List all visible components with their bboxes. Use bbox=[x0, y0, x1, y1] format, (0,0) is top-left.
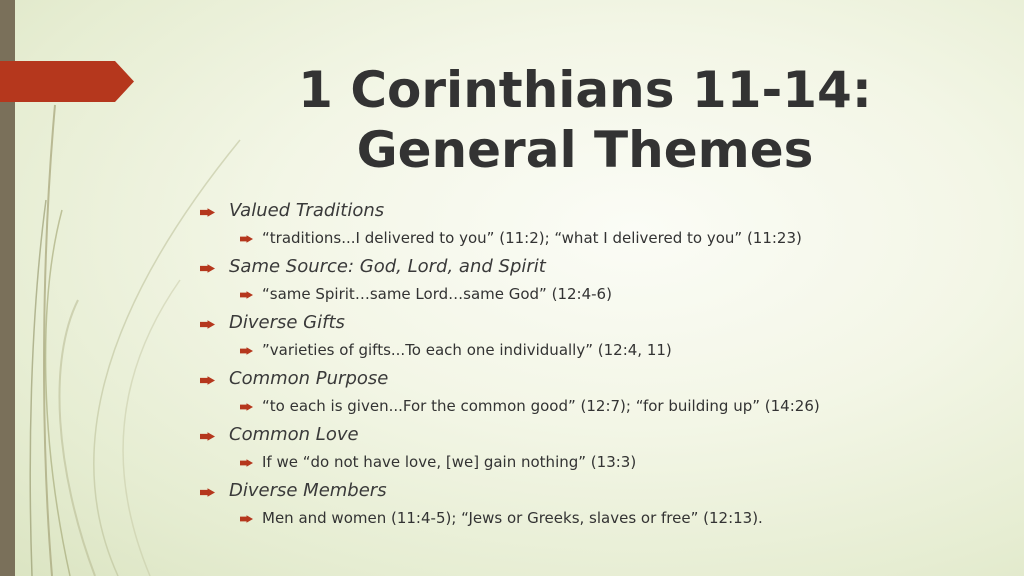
sub-list-item bbox=[200, 392, 1000, 420]
red-arrow-accent bbox=[0, 61, 134, 102]
bullet-list bbox=[200, 196, 1000, 532]
arrow-bullet-icon bbox=[240, 347, 253, 355]
list-item-text: Valued Traditions bbox=[229, 200, 385, 221]
list-item-text: Common Purpose bbox=[229, 368, 389, 389]
sub-list-item-text: If we “do not have love, [we] gain nothing” (13:3) bbox=[262, 453, 637, 471]
arrow-bullet-icon bbox=[200, 488, 215, 497]
list-item-text: Same Source: God, Lord, and Spirit bbox=[229, 256, 546, 277]
arrow-bullet-icon bbox=[200, 376, 215, 385]
list-item-text: Diverse Gifts bbox=[229, 312, 345, 333]
list-item bbox=[200, 308, 1000, 336]
arrow-bullet-icon bbox=[200, 320, 215, 329]
title-line-2: General Themes bbox=[356, 121, 814, 179]
sub-list-item-text: ”varieties of gifts...To each one individually” (12:4, 11) bbox=[262, 341, 672, 359]
sub-list-item-text: “same Spirit…same Lord…same God” (12:4-6) bbox=[262, 285, 612, 303]
arrow-bullet-icon bbox=[240, 291, 253, 299]
slide-title bbox=[260, 60, 910, 180]
arrow-bullet-icon bbox=[240, 403, 253, 411]
arrow-bullet-icon bbox=[240, 235, 253, 243]
list-item bbox=[200, 252, 1000, 280]
sub-list-item-text: “to each is given...For the common good” (12:7); “for building up” (14:26) bbox=[262, 397, 820, 415]
list-item bbox=[200, 196, 1000, 224]
list-item bbox=[200, 476, 1000, 504]
arrow-bullet-icon bbox=[200, 208, 215, 217]
sub-list-item bbox=[200, 504, 1000, 532]
sub-list-item bbox=[200, 336, 1000, 364]
list-item-text: Diverse Members bbox=[229, 480, 387, 501]
arrow-bullet-icon bbox=[240, 459, 253, 467]
sub-list-item-text: “traditions...I delivered to you” (11:2); “what I delivered to you” (11:23) bbox=[262, 229, 802, 247]
list-item-text: Common Love bbox=[229, 424, 359, 445]
sub-list-item bbox=[200, 448, 1000, 476]
arrow-bullet-icon bbox=[200, 432, 215, 441]
sub-list-item bbox=[200, 280, 1000, 308]
arrow-bullet-icon bbox=[200, 264, 215, 273]
title-line-1: 1 Corinthians 11-14: bbox=[298, 61, 872, 119]
arrow-bullet-icon bbox=[240, 515, 253, 523]
list-item bbox=[200, 364, 1000, 392]
list-item bbox=[200, 420, 1000, 448]
sub-list-item-text: Men and women (11:4-5); “Jews or Greeks, slaves or free” (12:13). bbox=[262, 509, 763, 527]
sub-list-item bbox=[200, 224, 1000, 252]
